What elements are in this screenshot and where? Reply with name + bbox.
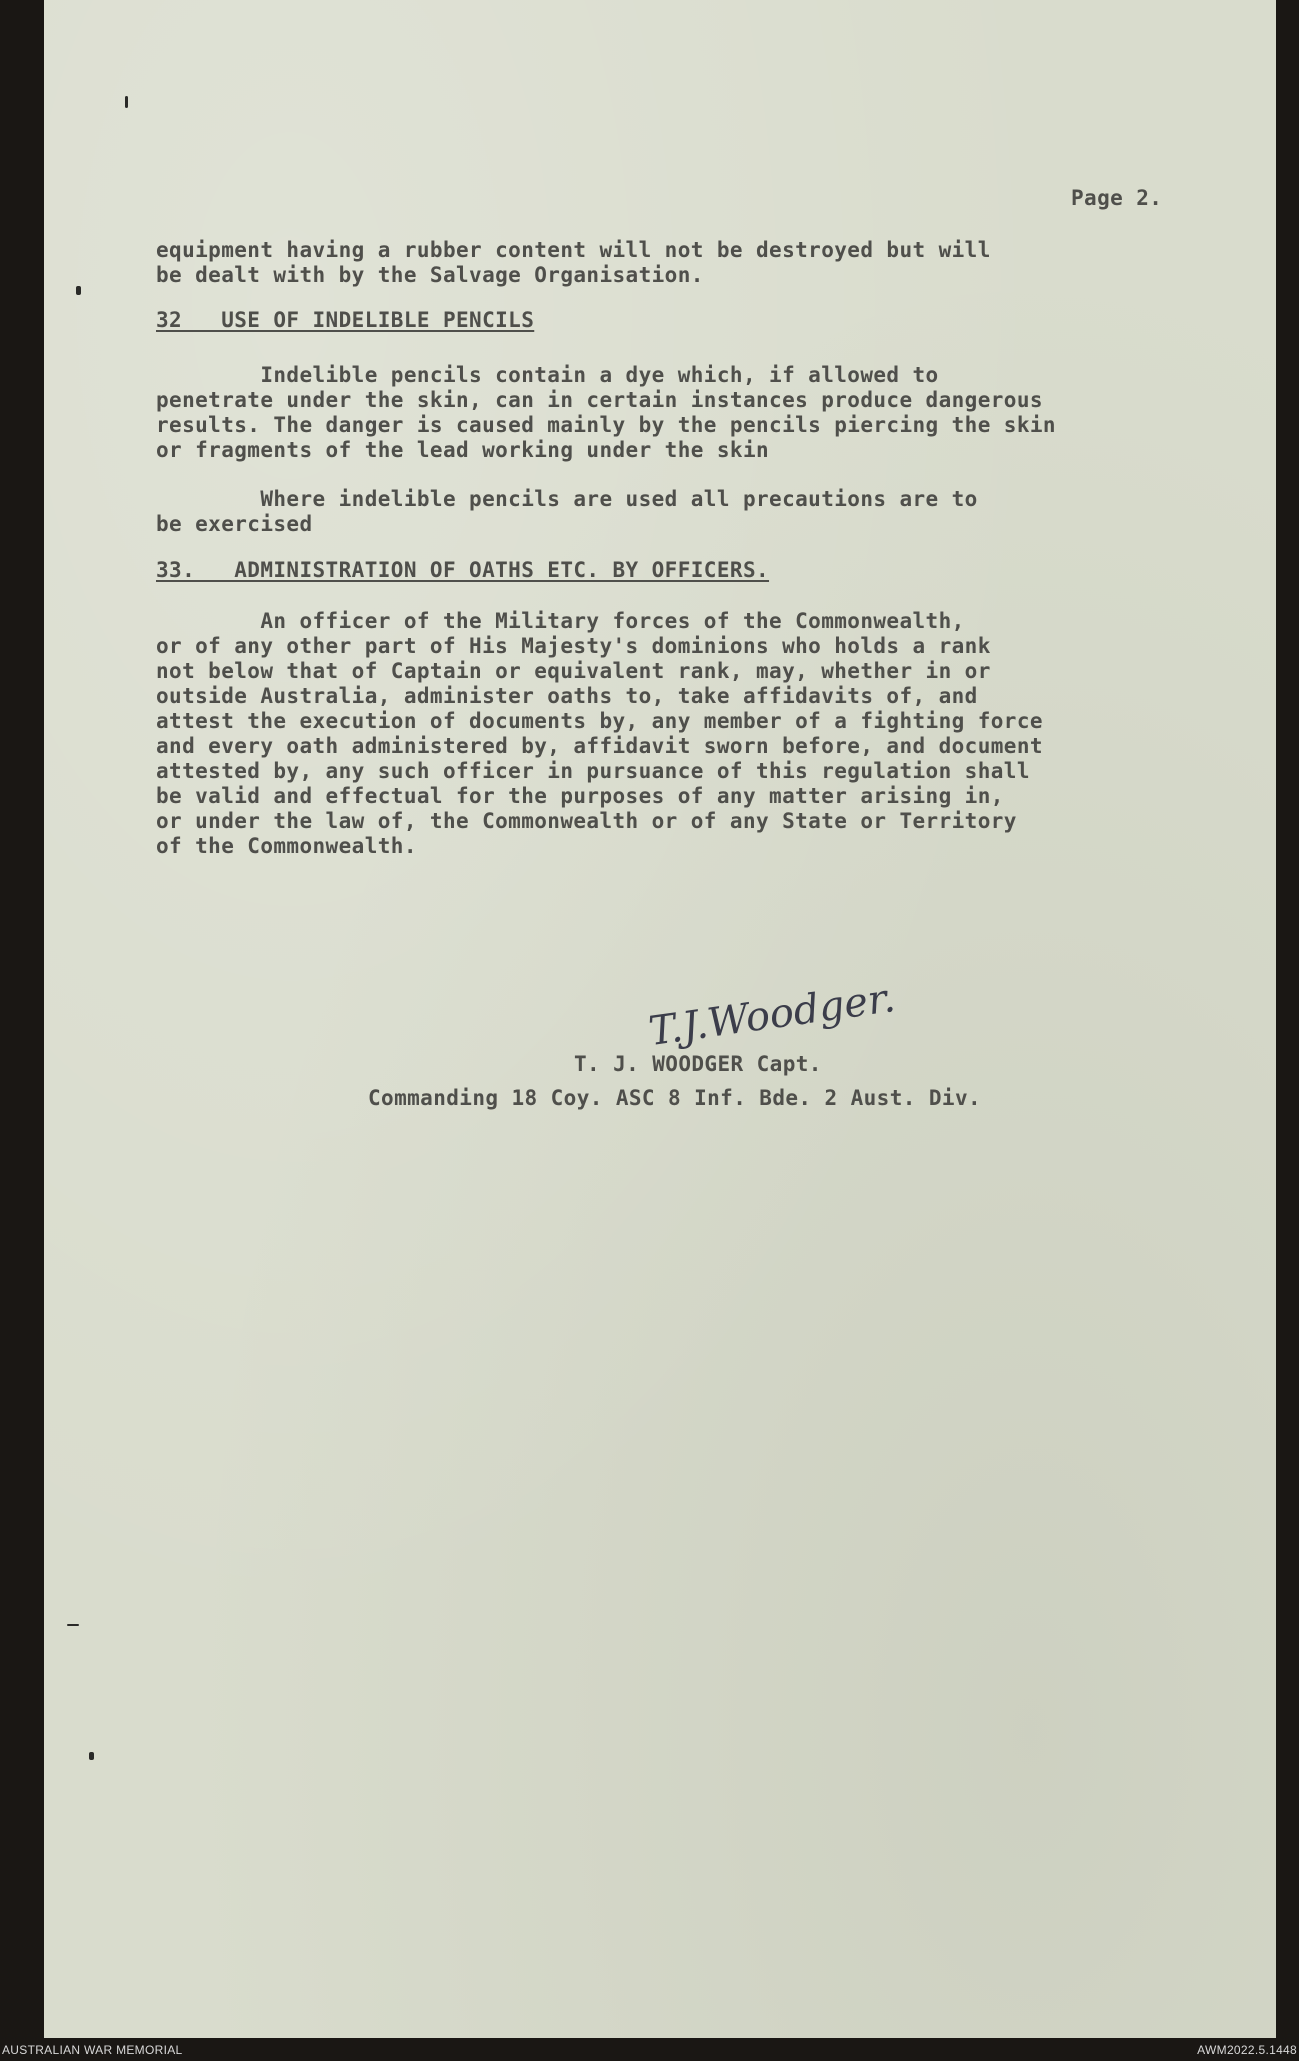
intro-line-2: be dealt with by the Salvage Organisation. xyxy=(156,263,704,287)
section-32-para1-line-4: or fragments of the lead working under the skin xyxy=(156,438,770,462)
section-33-line-3: not below that of Captain or equivalent rank, may, whether in or xyxy=(156,659,991,683)
edge-tick-mark xyxy=(67,1624,79,1626)
section-33-line-7: attested by, any such officer in pursuance of this regulation shall xyxy=(156,759,1030,783)
footer-accession-number: AWM2022.5.1448 xyxy=(1197,2043,1297,2057)
section-32-para2-line-2: be exercised xyxy=(156,512,313,536)
intro-line-1: equipment having a rubber content will not be destroyed but will xyxy=(156,238,991,262)
signatory-title: Commanding 18 Coy. ASC 8 Inf. Bde. 2 Aust. Div. xyxy=(368,1086,982,1110)
handwritten-signature: T.J.Woodger. xyxy=(646,974,899,1056)
page-number: Page 2. xyxy=(1071,186,1163,210)
edge-dot-mark xyxy=(89,1752,94,1760)
section-33-line-9: or under the law of, the Commonwealth or of any State or Territory xyxy=(156,809,1017,833)
section-33-heading: 33. ADMINISTRATION OF OATHS ETC. BY OFFICERS. xyxy=(156,558,770,582)
section-33-line-4: outside Australia, administer oaths to, take affidavits of, and xyxy=(156,684,978,708)
section-33-line-6: and every oath administered by, affidavit sworn before, and document xyxy=(156,734,1043,758)
section-32-para1-line-2: penetrate under the skin, can in certain instances produce dangerous xyxy=(156,388,1043,412)
section-32-para2-line-1: Where indelible pencils are used all precautions are to xyxy=(156,487,978,511)
footer-institution: AUSTRALIAN WAR MEMORIAL xyxy=(2,2043,183,2057)
signatory-name: T. J. WOODGER Capt. xyxy=(574,1052,822,1076)
section-33-line-2: or of any other part of His Majesty's dominions who holds a rank xyxy=(156,634,991,658)
section-33-line-1: An officer of the Military forces of the Commonwealth, xyxy=(156,609,965,633)
section-33-line-5: attest the execution of documents by, any member of a fighting force xyxy=(156,709,1043,733)
section-32-heading: 32 USE OF INDELIBLE PENCILS xyxy=(156,308,535,332)
hole-punch-mark-top xyxy=(125,96,128,108)
section-33-line-8: be valid and effectual for the purposes of any matter arising in, xyxy=(156,784,1004,808)
hole-punch-mark-middle xyxy=(76,286,81,295)
section-33-line-10: of the Commonwealth. xyxy=(156,834,417,858)
section-32-para1-line-3: results. The danger is caused mainly by the pencils piercing the skin xyxy=(156,413,1056,437)
section-32-para1-line-1: Indelible pencils contain a dye which, if allowed to xyxy=(156,363,939,387)
document-page xyxy=(44,0,1276,2038)
